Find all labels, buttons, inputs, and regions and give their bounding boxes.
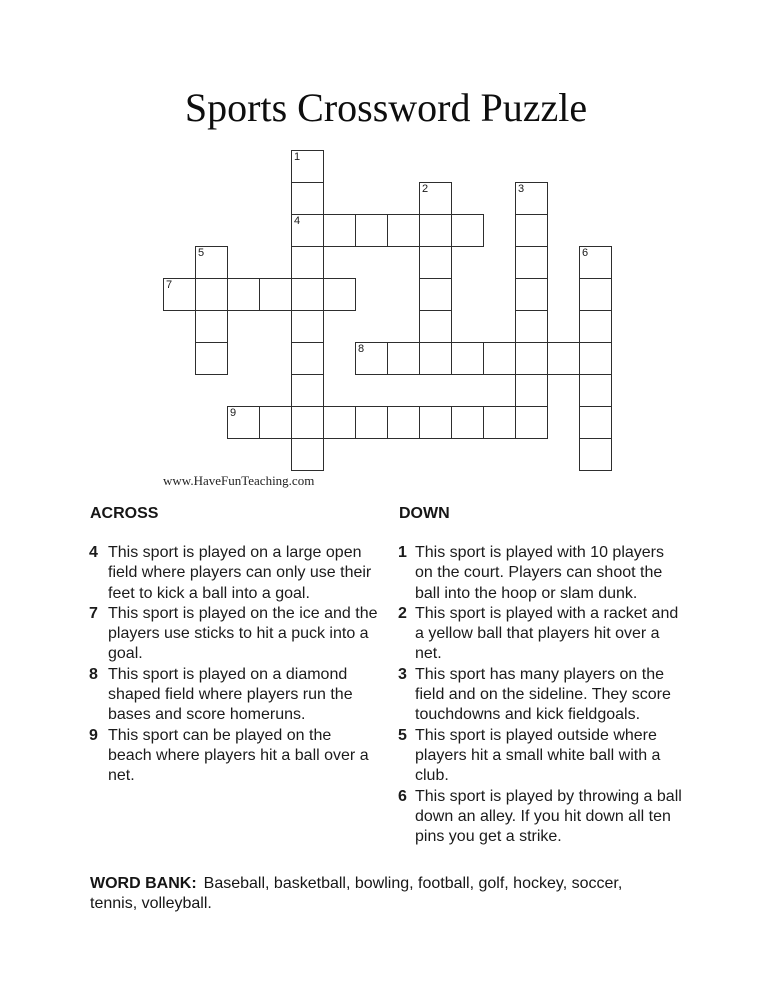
grid-cell[interactable] — [387, 214, 420, 247]
across-clue-list — [89, 543, 378, 787]
grid-cell[interactable] — [259, 406, 292, 439]
grid-cell[interactable] — [195, 246, 228, 279]
clue-text: This sport is played with 10 players on the court. Players can shoot the ball into the hoop or slam dunk. — [415, 544, 664, 602]
clue-text: This sport is played outside where players hit a small white ball with a club. — [415, 726, 661, 785]
clue-item — [89, 665, 378, 726]
clue-item — [89, 543, 378, 604]
grid-cell[interactable] — [515, 374, 548, 407]
grid-cell[interactable] — [419, 406, 452, 439]
word-bank — [90, 874, 650, 915]
cell-number: 8 — [358, 343, 365, 355]
grid-cell[interactable] — [291, 374, 324, 407]
word-bank-words: Baseball, basketball, bowling, football, golf, hockey, soccer, tennis, volleyball. — [90, 875, 623, 913]
cell-number: 3 — [518, 183, 525, 195]
grid-cell[interactable] — [291, 278, 324, 311]
down-header: DOWN — [399, 505, 450, 522]
across-header: ACROSS — [90, 505, 159, 522]
grid-cell[interactable] — [387, 406, 420, 439]
grid-cell[interactable] — [547, 342, 580, 375]
cell-number: 6 — [582, 247, 589, 259]
grid-cell[interactable] — [579, 406, 612, 439]
down-clue-list — [398, 543, 683, 847]
grid-cell[interactable] — [515, 214, 548, 247]
grid-cell[interactable] — [195, 310, 228, 343]
grid-cell[interactable] — [227, 278, 260, 311]
grid-cell[interactable] — [387, 342, 420, 375]
grid-cell[interactable] — [515, 310, 548, 343]
clue-number: 2 — [398, 604, 407, 622]
grid-cell[interactable] — [291, 182, 324, 215]
clue-item — [398, 543, 683, 604]
crossword-grid — [163, 150, 612, 471]
grid-cell[interactable] — [515, 182, 548, 215]
grid-cell[interactable] — [355, 406, 388, 439]
grid-cell[interactable] — [451, 214, 484, 247]
grid-cell[interactable] — [195, 342, 228, 375]
grid-cell[interactable] — [291, 150, 324, 183]
grid-cell[interactable] — [579, 310, 612, 343]
grid-cell[interactable] — [355, 342, 388, 375]
clue-text: This sport is played by throwing a ball down an alley. If you hit down all ten pins you get a strike. — [415, 787, 682, 846]
clue-number: 6 — [398, 787, 407, 805]
credit-url: www.HaveFunTeaching.com — [163, 473, 315, 488]
grid-cell[interactable] — [451, 342, 484, 375]
cell-number: 2 — [422, 183, 429, 195]
clue-number: 8 — [89, 665, 98, 683]
word-bank-label: WORD BANK: — [90, 875, 197, 892]
grid-cell[interactable] — [515, 406, 548, 439]
grid-cell[interactable] — [419, 182, 452, 215]
grid-cell[interactable] — [515, 342, 548, 375]
clue-item — [398, 726, 683, 787]
grid-cell[interactable] — [291, 214, 324, 247]
grid-cell[interactable] — [579, 278, 612, 311]
grid-cell[interactable] — [579, 246, 612, 279]
clue-text: This sport is played on the ice and the players use sticks to hit a puck into a goal. — [108, 604, 378, 663]
cell-number: 1 — [294, 151, 301, 163]
clue-number: 1 — [398, 544, 407, 561]
grid-cell[interactable] — [291, 342, 324, 375]
grid-cell[interactable] — [419, 214, 452, 247]
grid-cell[interactable] — [515, 246, 548, 279]
grid-cell[interactable] — [515, 278, 548, 311]
grid-cell[interactable] — [323, 278, 356, 311]
grid-cell[interactable] — [419, 278, 452, 311]
clue-text: This sport has many players on the field and on the sideline. They score touchdowns and kick fieldgoals. — [415, 665, 671, 724]
clue-item — [398, 604, 683, 665]
grid-cell[interactable] — [259, 278, 292, 311]
grid-cell[interactable] — [163, 278, 196, 311]
clue-item — [89, 604, 378, 665]
clue-number: 9 — [89, 726, 98, 744]
grid-cell[interactable] — [355, 214, 388, 247]
grid-cell[interactable] — [291, 438, 324, 471]
grid-cell[interactable] — [419, 310, 452, 343]
grid-cell[interactable] — [291, 310, 324, 343]
cell-number: 4 — [294, 215, 301, 227]
clue-text: This sport is played on a large open field where players can only use their feet to kick a ball into a goal. — [108, 544, 372, 602]
grid-cell[interactable] — [483, 406, 516, 439]
clue-number: 4 — [89, 544, 98, 561]
grid-cell[interactable] — [323, 406, 356, 439]
grid-cell[interactable] — [291, 406, 324, 439]
grid-cell[interactable] — [195, 278, 228, 311]
clue-text: This sport is played on a diamond shaped field where players run the bases and score homeruns. — [108, 665, 353, 724]
grid-cell[interactable] — [419, 246, 452, 279]
cell-number: 7 — [166, 279, 173, 291]
grid-cell[interactable] — [483, 342, 516, 375]
grid-cell[interactable] — [451, 406, 484, 439]
clue-item — [398, 787, 683, 848]
clue-item — [398, 665, 683, 726]
grid-cell[interactable] — [323, 214, 356, 247]
grid-cell[interactable] — [579, 342, 612, 375]
clue-number: 5 — [398, 726, 407, 744]
clue-item — [89, 726, 378, 787]
grid-cell[interactable] — [291, 246, 324, 279]
clue-number: 3 — [398, 665, 407, 683]
clue-number: 7 — [89, 604, 98, 622]
grid-cell[interactable] — [419, 342, 452, 375]
grid-cell[interactable] — [227, 406, 260, 439]
grid-cell[interactable] — [579, 374, 612, 407]
page-title: Sports Crossword Puzzle — [184, 85, 588, 130]
clue-text: This sport can be played on the beach where players hit a ball over a net. — [108, 726, 369, 785]
cell-number: 9 — [230, 407, 237, 419]
clue-text: This sport is played with a racket and a yellow ball that players hit over a net. — [415, 604, 679, 663]
grid-cell[interactable] — [579, 438, 612, 471]
cell-number: 5 — [198, 247, 205, 259]
